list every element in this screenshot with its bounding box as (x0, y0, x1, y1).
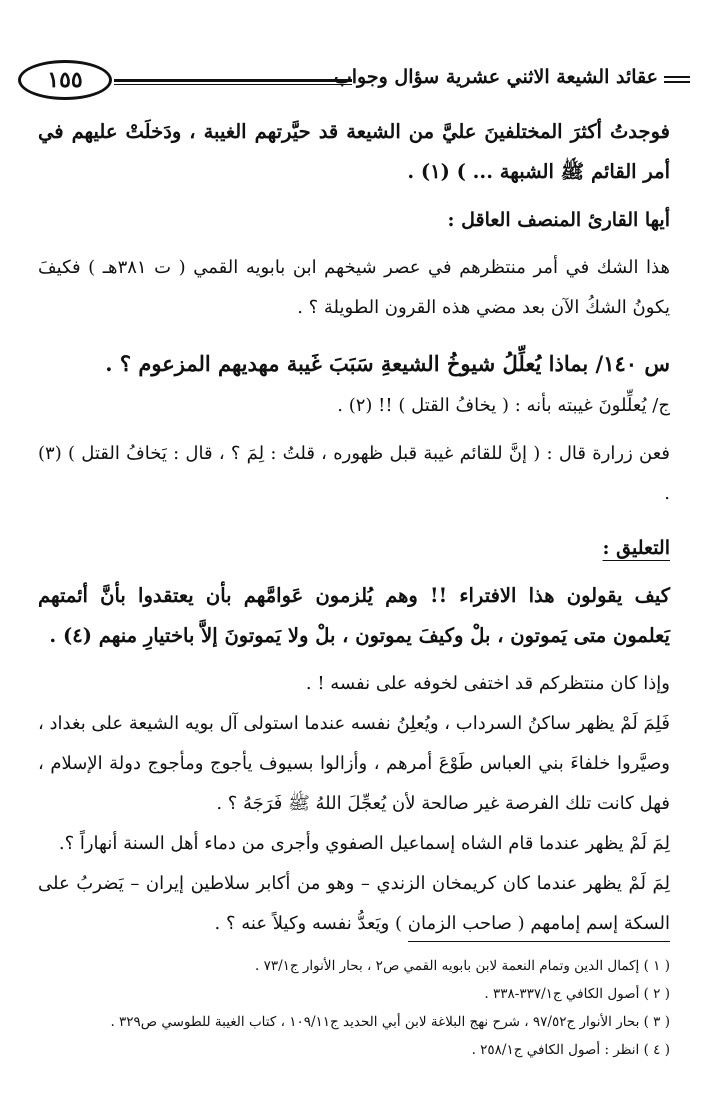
heading-commentary: التعليق : (602, 537, 670, 559)
paragraph-doubt: هذا الشك في أمر منتظرهم في عصر شيخهم ابن بابويه القمي ( ت ٣٨١هـ ) فكيفَ يكونُ الشكُ الآن بعد مضي هذه القرون الطويلة ؟ . (38, 257, 671, 318)
footnote-rule (408, 941, 670, 942)
paragraph-quote-end: فوجدتُ أكثرَ المختلفينَ عليَّ من الشيعة قد حيَّرتهم الغيبة ، ودَخلَتْ عليهم في أمر القائم ﷺ الشبهة ... ) (١) . (38, 120, 670, 183)
question-140: س ١٤٠/ بماذا يُعلِّلُ شيوخُ الشيعةِ سَبَبَ غَيبة مهديهم المزعوم ؟ . (105, 351, 670, 376)
answer-140: ج/ يُعلِّلونَ غيبته بأنه : ( يخافُ القتل ) !! (٢) . (337, 395, 670, 416)
page-number: ١٥٥ (47, 67, 83, 93)
footnote-2: ( ٢ ) أصول الكافي ج٣٣٧/١-٣٣٨ . (484, 986, 670, 1002)
header-rule-right-lower (664, 81, 690, 83)
paragraph-safavi: لِمَ لَمْ يظهر عندما قام الشاه إسماعيل الصفوي وأجرى من دماء أهل السنة أنهاراً ؟. (58, 833, 670, 854)
footnote-3: ( ٣ ) بحار الأنوار ج٩٧/٥٢ ، شرح نهج البلاغة لابن أبي الحديد ج١٠٩/١١ ، كتاب الغيبة للطوسي ص٣٢٩ . (110, 1014, 670, 1030)
paragraph-commentary: كيف يقولون هذا الافتراء !! وهم يُلزمون عَوامَّهم بأن يعتقدوا بأنَّ أئمتهم يَعلمون متى يَموتون ، بلْ وكيفَ يموتون ، بلْ ولا يَموتونَ إلاَّ باختيارِ منهم (٤) . (38, 584, 670, 647)
heading-reader: أيها القارئ المنصف العاقل : (447, 209, 670, 231)
paragraph-zurara: فعن زرارة قال : ( إنَّ للقائم غيبة قبل ظهوره ، قلتُ : لِمَ ؟ ، قال : يَخافُ القتل ) (٣) . (38, 443, 670, 504)
header-rule-thin (114, 84, 352, 85)
page-body (38, 112, 670, 944)
page-header (18, 58, 690, 102)
footnote-4: ( ٤ ) انظر : أصول الكافي ج٢٥٨/١ . (471, 1042, 670, 1058)
header-rule (114, 79, 352, 82)
paragraph-sardab: فَلِمَ لَمْ يظهر ساكنُ السرداب ، ويُعلِنُ نفسه عندما استولى آل بويه الشيعة على بغداد ، وصيَّروا خلفاءَ بني العباس طَوْعَ أمرهم ، وأزالوا بسيوف يأجوج ومأجوج دولة الإسلام ، فهل كانت تلك الفرصة غير صالحة لأن يُعجِّلَ اللهُ ﷺ فَرَجَهُ ؟ . (38, 713, 670, 814)
header-rule-right (664, 76, 690, 78)
paragraph-hidden: وإذا كان منتظركم قد اختفى لخوفه على نفسه ! . (305, 673, 670, 694)
footnotes (38, 952, 670, 1064)
footnote-1: ( ١ ) إكمال الدين وتمام النعمة لابن بابويه القمي ص٢ ، بحار الأنوار ج٧٣/١ . (254, 958, 670, 974)
page-number-badge (18, 60, 112, 100)
running-title: عقائد الشيعة الاثني عشرية سؤال وجواب (333, 66, 658, 88)
paragraph-karimkhan: لِمَ لَمْ يظهر عندما كان كريمخان الزندي – وهو من أكابر سلاطين إيران – يَضربُ على السكة إسم إمامهم ( صاحب الزمان ) ويَعدُّ نفسه وكيلاً عنه ؟ . (38, 873, 670, 934)
